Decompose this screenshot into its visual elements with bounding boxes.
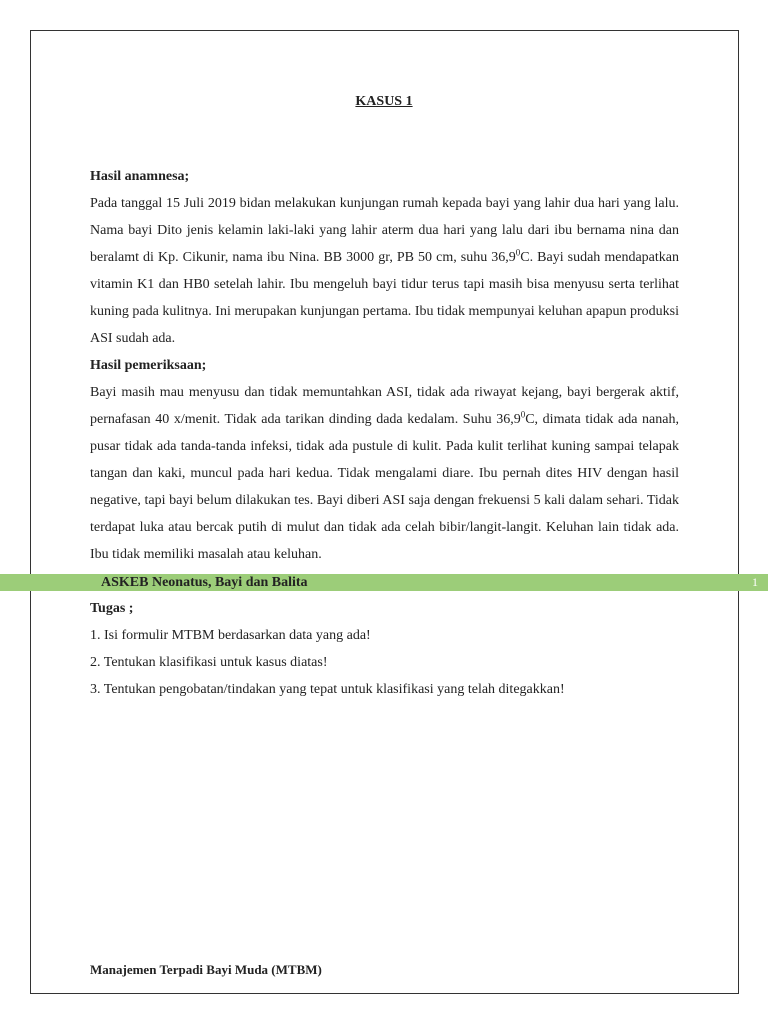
pemeriksaan-heading: Hasil pemeriksaan;	[90, 358, 207, 373]
page-number: 1	[752, 575, 758, 589]
anamnesa-paragraph	[90, 190, 679, 352]
tugas-list	[90, 622, 679, 703]
pemeriksaan-text-2: C, dimata tidak ada nanah, pusar tidak ada tanda-tanda infeksi, tidak ada pustule di kulit. Pada kulit terlihat kuning sampai telapak tangan dan kaki, muncul pada hari kedua. Tidak mengalami diare. Ibu pernah dites HIV dengan hasil negative, tapi bayi belum dilakukan tes. Bayi diberi ASI saja dengan frekuensi 5 kali dalam sehari. Tidak terdapat luka atau bercak putih di mulut dan tidak ada celah bibir/langit-langit. Keluhan lain tidak ada. Ibu tidak memiliki masalah atau keluhan.	[90, 412, 679, 562]
anamnesa-heading: Hasil anamnesa;	[90, 169, 190, 184]
band-title: ASKEB Neonatus, Bayi dan Balita	[101, 575, 308, 590]
anamnesa-text-1: Pada tanggal 15 Juli 2019 bidan melakukan kunjungan rumah kepada bayi yang lahir dua hari yang lalu. Nama bayi Dito jenis kelamin laki-laki yang lahir aterm dua hari yang lalu dari ibu bernama nina dan beralamt di Kp. Cikunir, nama ibu Nina. BB 3000 gr, PB 50 cm, suhu 36,9	[90, 196, 679, 265]
document-body	[90, 163, 679, 703]
pemeriksaan-text-1: Bayi masih mau menyusu dan tidak memuntahkan ASI, tidak ada riwayat kejang, bayi bergerak aktif, pernafasan 40 x/menit. Tidak ada tarikan dinding dada kedalam. Suhu 36,9	[90, 385, 679, 427]
pemeriksaan-paragraph	[90, 379, 679, 568]
degree-sup: 0	[520, 409, 526, 420]
list-item: 1. Isi formulir MTBM berdasarkan data yang ada!	[90, 628, 371, 643]
tugas-heading: Tugas ;	[90, 601, 134, 616]
anamnesa-text-2: C. Bayi sudah mendapatkan vitamin K1 dan HB0 setelah lahir. Ibu mengeluh bayi tidur terus tapi masih bisa menyusu serta terlihat kuning pada kulitnya. Ini merupakan kunjungan pertama. Ibu tidak mempunyai keluhan apapun produksi ASI sudah ada.	[90, 250, 679, 346]
page-footer: Manajemen Terpadi Bayi Muda (MTBM)	[90, 962, 322, 977]
degree-sup: 0	[515, 247, 521, 258]
page-title: KASUS 1	[355, 94, 413, 109]
list-item: 2. Tentukan klasifikasi untuk kasus diatas!	[90, 655, 328, 670]
list-item: 3. Tentukan pengobatan/tindakan yang tepat untuk klasifikasi yang telah ditegakkan!	[90, 682, 565, 697]
